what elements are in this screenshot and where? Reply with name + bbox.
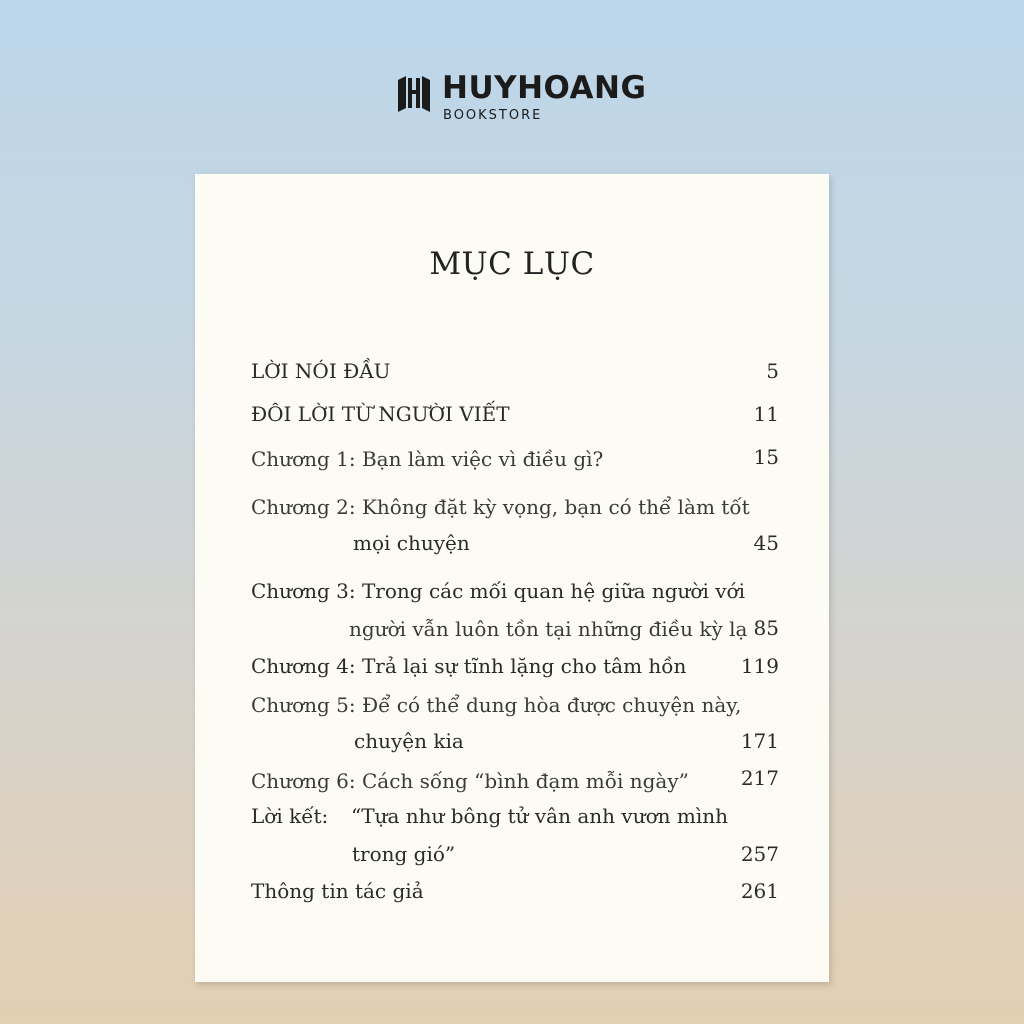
toc-page-number: 5: [766, 359, 779, 383]
toc-entry-chapter-5-cont: chuyện kia: [354, 729, 464, 753]
toc-page: [195, 174, 829, 982]
toc-entry-author-note: ĐÔI LỜI TỪ NGƯỜI VIẾT: [251, 402, 510, 426]
toc-entry-preface: LỜI NÓI ĐẦU: [251, 359, 391, 383]
toc-entry-chapter-1: Chương 1: Bạn làm việc vì điều gì?: [251, 447, 604, 471]
toc-page-number: 217: [740, 766, 779, 790]
toc-entry-chapter-3-cont: người vẫn luôn tồn tại những điều kỳ lạ: [349, 617, 748, 641]
toc-page-number: 45: [753, 531, 779, 555]
book-logo-icon: [396, 74, 432, 112]
toc-entry-epilogue: “Tựa như bông tử vân anh vươn mình: [351, 804, 728, 828]
toc-page-number: 261: [740, 879, 779, 903]
toc-entry-chapter-3: Chương 3: Trong các mối quan hệ giữa người với: [251, 579, 745, 603]
toc-page-number: 11: [753, 402, 779, 426]
toc-entry-chapter-4: Chương 4: Trả lại sự tĩnh lặng cho tâm hồn: [251, 654, 687, 678]
brand-name: HUYHOANG: [442, 70, 647, 106]
toc-entry-epilogue-label: Lời kết:: [251, 804, 329, 828]
toc-entry-chapter-5: Chương 5: Để có thể dung hòa được chuyện này,: [251, 693, 742, 717]
toc-entry-chapter-2-cont: mọi chuyện: [353, 531, 470, 555]
toc-page-number: 257: [740, 842, 779, 866]
toc-page-number: 15: [753, 445, 779, 469]
toc-entry-author-info: Thông tin tác giả: [251, 879, 424, 903]
toc-page-number: 119: [740, 654, 779, 678]
toc-page-number: 85: [753, 616, 779, 640]
toc-entry-chapter-2: Chương 2: Không đặt kỳ vọng, bạn có thể làm tốt: [251, 495, 750, 519]
toc-page-number: 171: [740, 729, 779, 753]
toc-entry-chapter-6: Chương 6: Cách sống “bình đạm mỗi ngày”: [251, 769, 689, 793]
toc-entry-epilogue-cont: trong gió”: [352, 842, 456, 866]
brand-logo-block: [396, 70, 646, 126]
brand-subtitle: BOOKSTORE: [443, 108, 543, 123]
toc-title: MỤC LỤC: [429, 246, 595, 282]
